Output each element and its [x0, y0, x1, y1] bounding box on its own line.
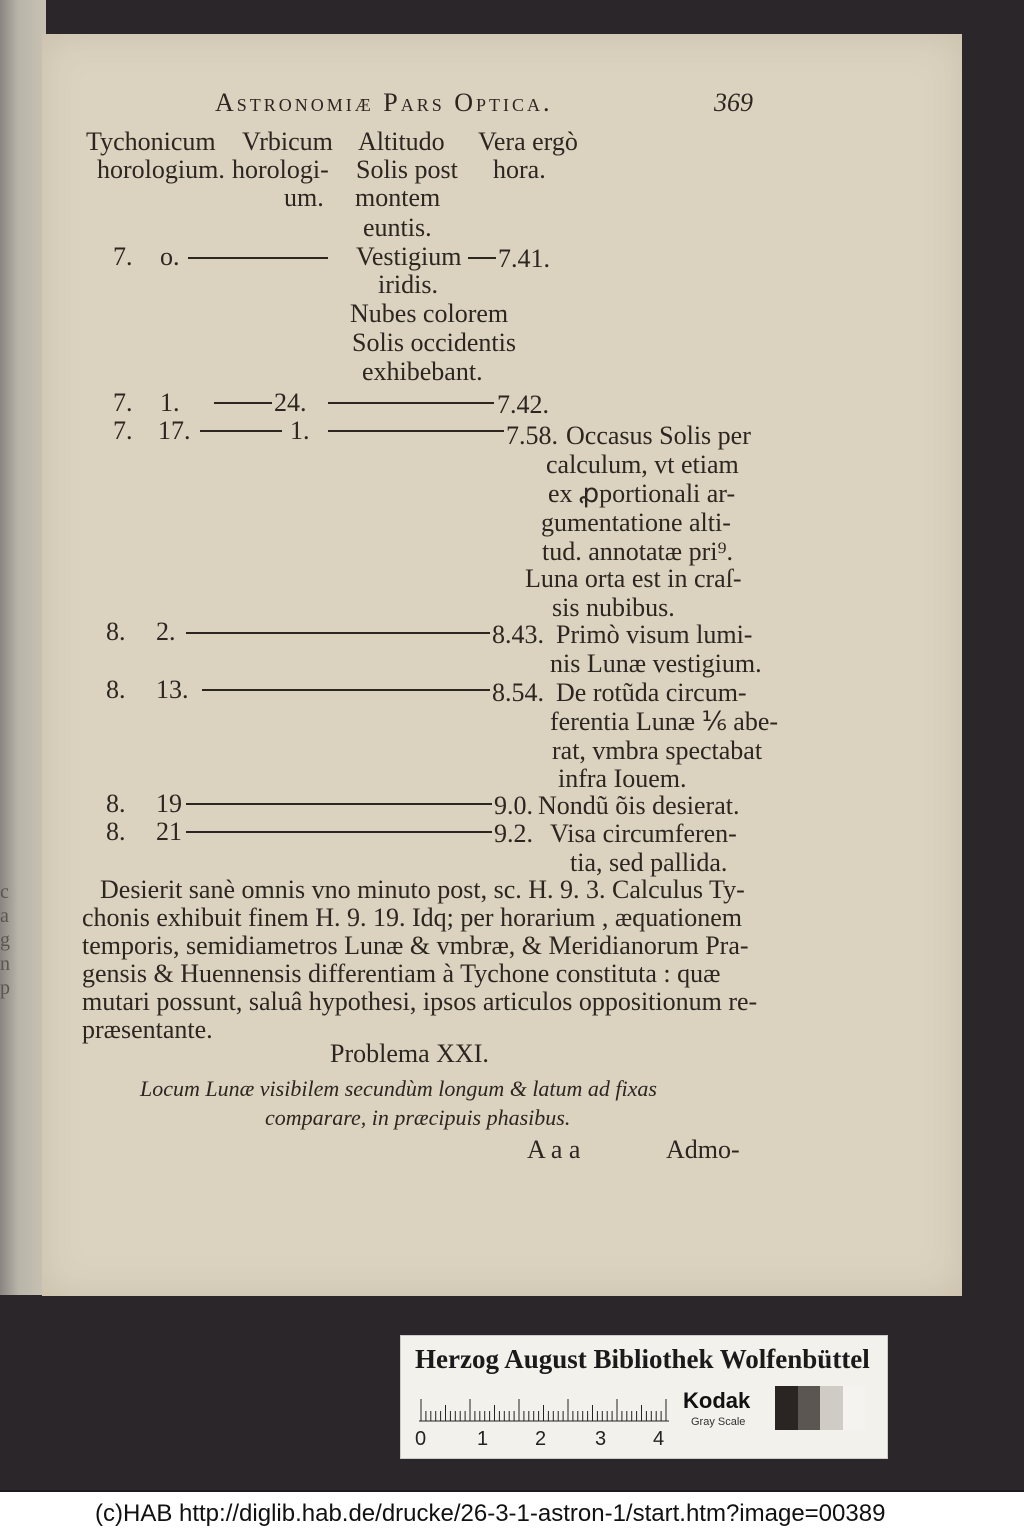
leader-dash	[328, 402, 494, 404]
minute-cell: 19	[156, 789, 182, 818]
problem-title: Problema XXI.	[330, 1039, 489, 1068]
column-heading: horologium.	[97, 155, 225, 184]
catchword: Admo-	[666, 1135, 740, 1164]
paragraph-line: præsentante.	[82, 1015, 213, 1044]
hour-cell: 8.	[106, 817, 126, 846]
note-line: Nondũ õis desierat.	[538, 791, 740, 820]
altitude-cell: iridis.	[378, 270, 438, 299]
note-line: nis Lunæ vestigium.	[550, 649, 762, 678]
minute-cell: 21	[156, 817, 182, 846]
paragraph-line: temporis, semidiametros Lunæ & vmbræ, & Meridianorum Pra-	[82, 931, 749, 960]
note-line: calculum, vt etiam	[546, 450, 739, 479]
note-line: infra Iouem.	[558, 764, 687, 793]
time-cell: 9.2.	[494, 819, 533, 848]
time-cell: 7.42.	[497, 390, 549, 419]
leader-dash	[186, 803, 492, 805]
note-line: Visa circumferen-	[550, 819, 737, 848]
ruler-number: 4	[653, 1428, 665, 1450]
column-heading: um.	[284, 183, 324, 212]
footer-bar	[0, 1492, 1024, 1533]
note-line: Occasus Solis per	[566, 421, 751, 450]
leader-dash	[214, 402, 272, 404]
gray-swatch	[843, 1386, 866, 1430]
hour-cell: 7.	[113, 416, 133, 445]
time-cell: 7.41.	[498, 244, 550, 273]
ruler-number: 3	[595, 1428, 607, 1450]
gray-swatches	[775, 1386, 865, 1430]
column-heading: hora.	[493, 155, 546, 184]
signature-mark: A a a	[527, 1135, 581, 1164]
gray-swatch	[798, 1386, 821, 1430]
note-line: Primò visum lumi-	[556, 620, 753, 649]
leader-dash	[468, 257, 496, 259]
facing-page-edge	[0, 0, 46, 1295]
paragraph-line: chonis exhibuit finem H. 9. 19. Idq; per horarium , æquationem	[82, 903, 742, 932]
note-line: rat, vmbra spectabat	[552, 736, 763, 765]
margin-letter: p	[0, 977, 10, 999]
altitude-cell: 24.	[274, 388, 307, 417]
margin-letter: n	[0, 953, 10, 975]
note-line: gumentatione alti-	[541, 508, 731, 537]
leader-dash	[186, 632, 490, 634]
note-line: Solis occidentis	[352, 328, 516, 357]
ruler-number: 0	[415, 1428, 427, 1450]
note-line: De rotũda circum-	[556, 678, 747, 707]
time-cell: 9.0.	[494, 791, 533, 820]
column-heading: horologi-	[232, 155, 329, 184]
column-heading: Vrbicum	[242, 127, 333, 156]
hour-cell: 7.	[113, 388, 133, 417]
leader-dash	[186, 831, 492, 833]
paragraph-line: mutari possunt, saluâ hypothesi, ipsos articulos oppositionum re-	[82, 987, 758, 1016]
note-line: sis nubibus.	[552, 593, 675, 622]
column-heading: Tychonicum	[86, 127, 216, 156]
minute-cell: 13.	[156, 675, 189, 704]
note-line: tia, sed pallida.	[570, 848, 728, 877]
ruler-scale	[419, 1392, 669, 1422]
note-line: ex ꝓportionali ar-	[548, 479, 736, 508]
leader-dash	[200, 430, 282, 432]
gray-swatch	[820, 1386, 843, 1430]
kodak-logo: Kodak	[683, 1388, 751, 1413]
column-heading: Altitudo	[358, 127, 445, 156]
time-cell: 8.54.	[492, 678, 544, 707]
problem-subtitle: comparare, in præcipuis phasibus.	[265, 1105, 571, 1130]
card-title: Herzog August Bibliothek Wolfenbüttel	[415, 1344, 870, 1374]
minute-cell: 17.	[158, 416, 191, 445]
color-calibration-card	[400, 1335, 888, 1459]
hour-cell: 8.	[106, 617, 126, 646]
note-line: exhibebant.	[362, 357, 483, 386]
margin-letter: g	[0, 929, 10, 951]
paragraph-line: Desierit sanè omnis vno minuto post, sc. H. 9. 3. Calculus Ty-	[100, 875, 745, 904]
time-cell: 8.43.	[492, 620, 544, 649]
altitude-cell: 1.	[290, 416, 310, 445]
altitude-cell: Vestigium	[356, 242, 462, 271]
minute-cell: 1.	[160, 388, 180, 417]
footer-credit: (c)HAB http://diglib.hab.de/drucke/26-3-1-astron-1/start.htm?image=00389	[95, 1500, 886, 1527]
note-line: Nubes colorem	[350, 299, 509, 328]
margin-letter: a	[0, 905, 9, 927]
leader-dash	[188, 257, 328, 259]
column-heading: euntis.	[363, 213, 432, 242]
ruler-number: 2	[535, 1428, 547, 1450]
facing-page-letters	[0, 880, 20, 1000]
note-line: ferentia Lunæ ⅙ abe-	[550, 707, 779, 736]
gray-swatch	[775, 1386, 798, 1430]
note-line: Luna orta est in craſ-	[525, 564, 742, 593]
column-heading: montem	[355, 183, 441, 212]
leader-dash	[328, 430, 504, 432]
leader-dash	[202, 689, 490, 691]
time-cell: 7.58.	[506, 421, 558, 450]
running-title: Astronomiæ Pars Optica.	[215, 88, 553, 117]
minute-cell: 2.	[156, 617, 176, 646]
problem-subtitle: Locum Lunæ visibilem secundùm longum & latum ad fixas	[140, 1076, 657, 1101]
column-heading: Solis post	[356, 155, 458, 184]
paragraph-line: gensis & Huennensis differentiam à Tychone constituta : quæ	[82, 959, 721, 988]
gray-scale-label: Gray Scale	[691, 1416, 746, 1428]
hour-cell: 8.	[106, 789, 126, 818]
minute-cell: o.	[160, 242, 180, 271]
column-heading: Vera ergò	[478, 127, 578, 156]
margin-letter: c	[0, 881, 9, 903]
note-line: tud. annotatæ pri⁹.	[542, 537, 734, 566]
hour-cell: 7.	[113, 242, 133, 271]
ruler-number: 1	[477, 1428, 489, 1450]
page-number: 369	[714, 88, 753, 117]
hour-cell: 8.	[106, 675, 126, 704]
